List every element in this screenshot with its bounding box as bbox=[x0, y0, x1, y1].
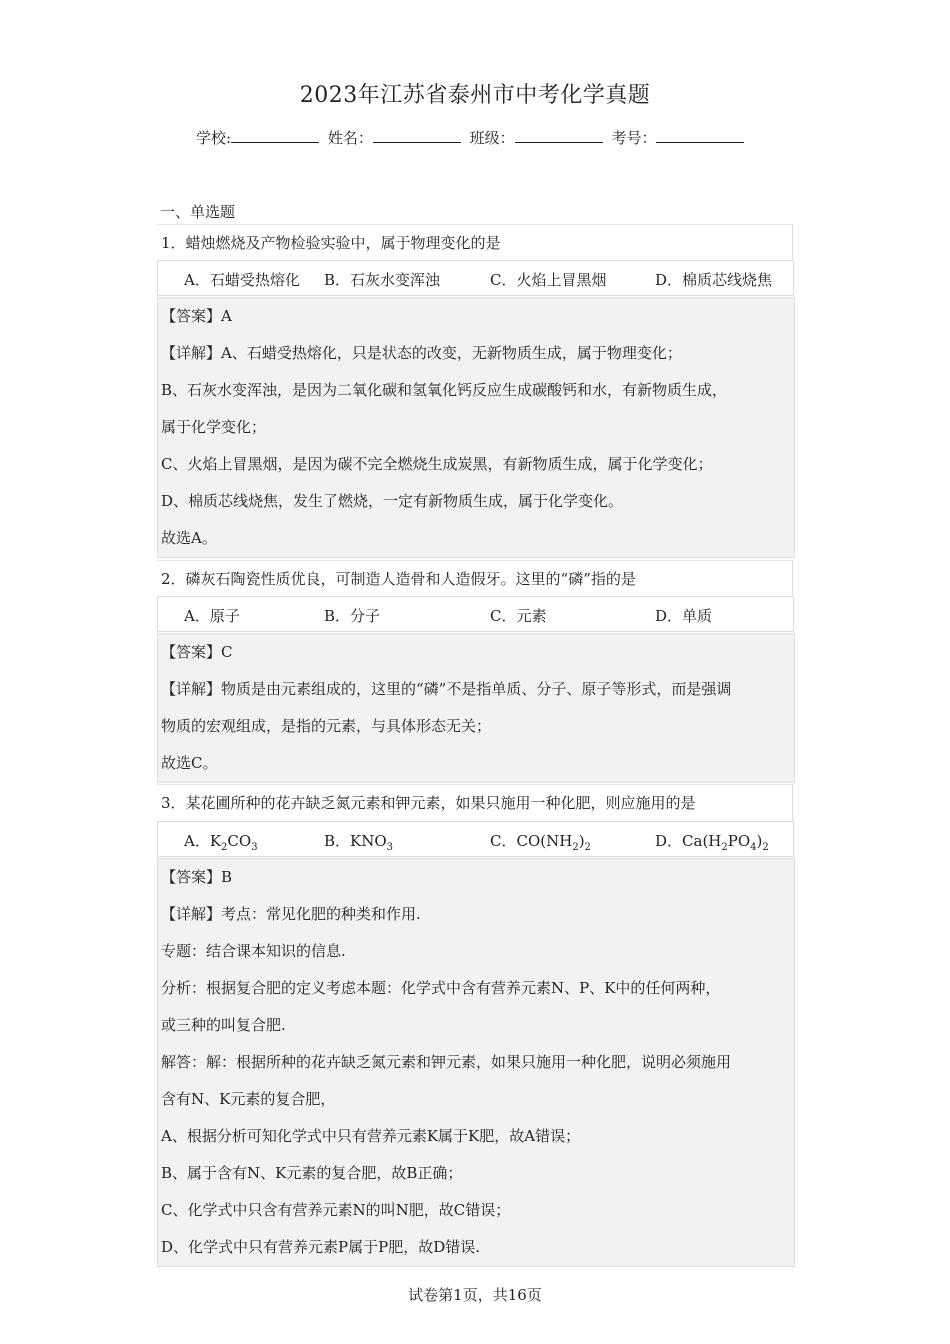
option-b: B．石灰水变浑浊 bbox=[324, 271, 441, 289]
answer-block-3 bbox=[157, 858, 795, 1267]
option-a: A．$K_2CO_3$ bbox=[184, 832, 258, 853]
detail-line: D、化学式中只有营养元素P属于P肥，故D错误. bbox=[161, 1238, 481, 1256]
question-3-options bbox=[157, 821, 794, 857]
option-d: D．$Ca(H_2PO_4)_2$ bbox=[655, 832, 769, 853]
option-b: B．$KNO_3$ bbox=[324, 832, 394, 853]
detail-line: 故选A。 bbox=[161, 529, 217, 547]
detail-line: 【详解】考点：常见化肥的种类和作用. bbox=[161, 905, 421, 923]
class-label: 班级： bbox=[469, 129, 515, 147]
section-heading: 一、单选题 bbox=[160, 203, 236, 221]
option-b: B．分子 bbox=[324, 607, 381, 625]
detail-line: 含有N、K元素的复合肥， bbox=[161, 1090, 336, 1108]
option-c: C．元素 bbox=[490, 607, 547, 625]
detail-line: C、火焰上冒黑烟，是因为碳不完全燃烧生成炭黑，有新物质生成，属于化学变化； bbox=[161, 455, 713, 473]
option-d: D．单质 bbox=[655, 607, 713, 625]
detail-line: 解答：解：根据所种的花卉缺乏氮元素和钾元素，如果只施用一种化肥，说明必须施用 bbox=[161, 1053, 732, 1071]
detail-line: 【详解】物质是由元素组成的，这里的“磷”不是指单质、分子、原子等形式，而是强调 bbox=[161, 680, 732, 698]
detail-line: 故选C。 bbox=[161, 754, 218, 772]
detail-line: 属于化学变化； bbox=[161, 418, 267, 436]
detail-line: A、根据分析可知化学式中只有营养元素K属于K肥，故A错误； bbox=[161, 1127, 581, 1145]
option-d: D．棉质芯线烧焦 bbox=[655, 271, 773, 289]
option-c: C．$CO(NH_2)_2$ bbox=[490, 832, 591, 853]
detail-line: B、石灰水变浑浊，是因为二氧化碳和氢氧化钙反应生成碳酸钙和水，有新物质生成， bbox=[161, 381, 728, 399]
question-1-options bbox=[157, 260, 794, 296]
question-2-options bbox=[157, 596, 794, 632]
name-label: 姓名： bbox=[327, 129, 373, 147]
number-blank bbox=[656, 130, 744, 143]
page-footer: 试卷第1页，共16页 bbox=[408, 1286, 542, 1304]
option-a: A．石蜡受热熔化 bbox=[184, 271, 300, 289]
question-1 bbox=[157, 224, 793, 261]
page-title: 2023年江苏省泰州市中考化学真题 bbox=[299, 83, 651, 108]
answer-line: 【答案】A bbox=[161, 307, 232, 325]
number-label: 考号： bbox=[611, 129, 657, 147]
detail-line: B、属于含有N、K元素的复合肥，故B正确； bbox=[161, 1164, 463, 1182]
answer-block-2 bbox=[157, 633, 795, 783]
class-blank bbox=[515, 130, 603, 143]
question-stem: 1．蜡烛燃烧及产物检验实验中，属于物理变化的是 bbox=[161, 234, 501, 252]
school-label: 学校: bbox=[196, 129, 232, 147]
question-stem: 3．某花圃所种的花卉缺乏氮元素和钾元素，如果只施用一种化肥，则应施用的是 bbox=[161, 794, 696, 812]
student-info bbox=[196, 127, 748, 148]
detail-line: 【详解】A、石蜡受热熔化，只是状态的改变，无新物质生成，属于物理变化； bbox=[161, 344, 682, 362]
school-blank bbox=[231, 130, 319, 143]
option-c: C．火焰上冒黑烟 bbox=[490, 271, 607, 289]
detail-line: 分析：根据复合肥的定义考虑本题：化学式中含有营养元素N、P、K中的任何两种， bbox=[161, 979, 721, 997]
question-stem: 2．磷灰石陶瓷性质优良，可制造人造骨和人造假牙。这里的“磷”指的是 bbox=[161, 570, 636, 588]
detail-line: 专题：结合课本知识的信息. bbox=[161, 942, 346, 960]
detail-line: 物质的宏观组成，是指的元素，与具体形态无关； bbox=[161, 717, 492, 735]
detail-line: C、化学式中只含有营养元素N的叫N肥，故C错误； bbox=[161, 1201, 511, 1219]
detail-line: D、棉质芯线烧焦，发生了燃烧，一定有新物质生成，属于化学变化。 bbox=[161, 492, 624, 510]
answer-line: 【答案】B bbox=[161, 868, 233, 886]
option-a: A．原子 bbox=[184, 607, 240, 625]
detail-line: 或三种的叫复合肥. bbox=[161, 1016, 286, 1034]
question-3 bbox=[157, 784, 793, 821]
answer-block-1 bbox=[157, 297, 795, 558]
question-2 bbox=[157, 560, 793, 597]
answer-line: 【答案】C bbox=[161, 643, 233, 661]
name-blank bbox=[373, 130, 461, 143]
